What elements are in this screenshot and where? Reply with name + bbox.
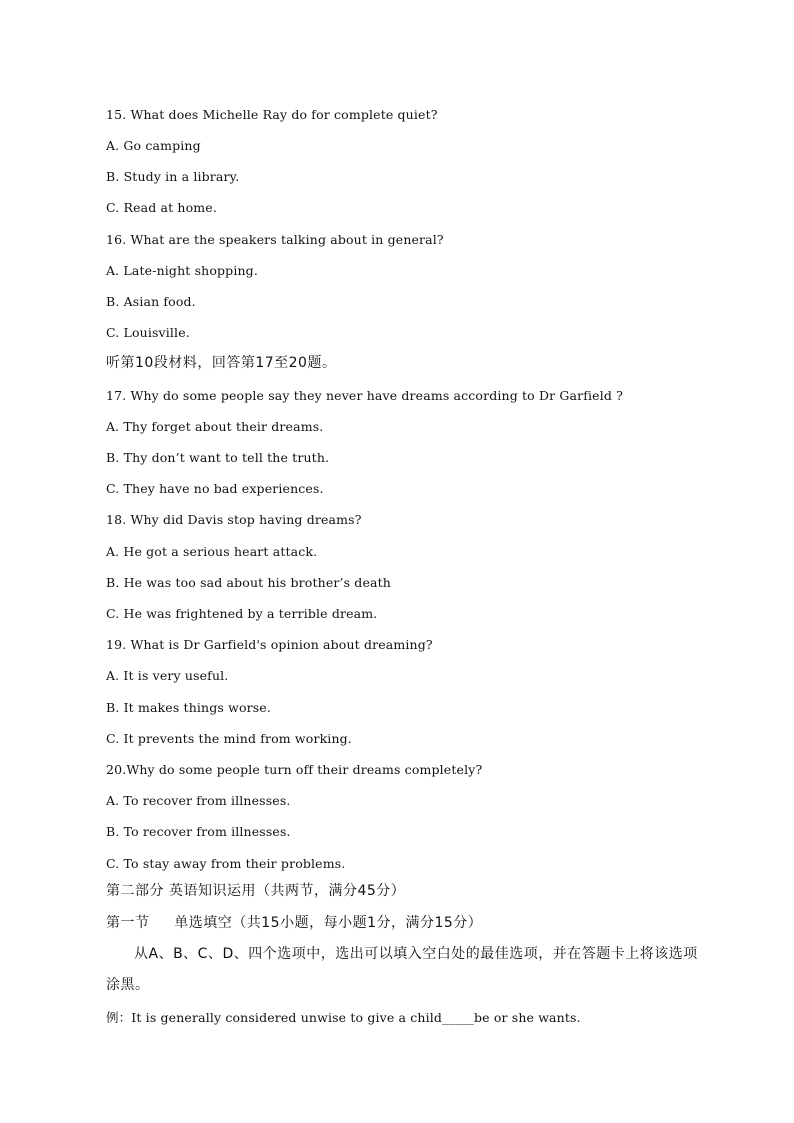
part-2-instruction-line-1: 从A、B、C、D、四个选项中，选出可以填入空白处的最佳选项，并在答题卡上将该选项 [134,946,698,962]
q17-option-c: C. They have no bad experiences. [106,481,324,496]
q15-option-c: C. Read at home. [106,200,217,215]
q16-option-c: C. Louisville. [106,325,190,340]
question-19: 19. What is Dr Garfield's opinion about dreaming? [106,637,433,652]
question-15: 15. What does Michelle Ray do for complete quiet? [106,107,438,122]
q19-option-c: C. It prevents the mind from working. [106,731,352,746]
q20-option-a: A. To recover from illnesses. [106,793,291,808]
section-1-title: 第一节 单选填空（共15小题，每小题1分，满分15分） [106,915,483,931]
question-18: 18. Why did Davis stop having dreams? [106,512,362,527]
q18-option-c: C. He was frightened by a terrible dream. [106,606,378,621]
q17-option-b: B. Thy don’t want to tell the truth. [106,450,330,465]
q20-option-c: C. To stay away from their problems. [106,856,346,871]
q18-option-a: A. He got a serious heart attack. [106,544,318,559]
q15-option-a: A. Go camping [106,138,201,153]
example-sentence: 例：It is generally considered unwise to give a child_____be or she wants. [106,1010,581,1025]
section-10-instruction: 听第10段材料，回答第17至20题。 [106,355,337,371]
q19-option-a: A. It is very useful. [106,668,229,683]
q15-option-b: B. Study in a library. [106,169,240,184]
q17-option-a: A. Thy forget about their dreams. [106,419,324,434]
q16-option-b: B. Asian food. [106,294,196,309]
q16-option-a: A. Late-night shopping. [106,263,258,278]
question-20: 20.Why do some people turn off their dreams completely? [106,762,483,777]
question-16: 16. What are the speakers talking about in general? [106,232,444,247]
q18-option-b: B. He was too sad about his brother’s death [106,575,391,590]
question-17: 17. Why do some people say they never have dreams according to Dr Garfield ? [106,388,623,403]
part-2-instruction-line-2: 涂黑。 [106,977,150,993]
part-2-title: 第二部分 英语知识运用（共两节，满分45分） [106,883,406,899]
q19-option-b: B. It makes things worse. [106,700,271,715]
q20-option-b: B. To recover from illnesses. [106,824,291,839]
